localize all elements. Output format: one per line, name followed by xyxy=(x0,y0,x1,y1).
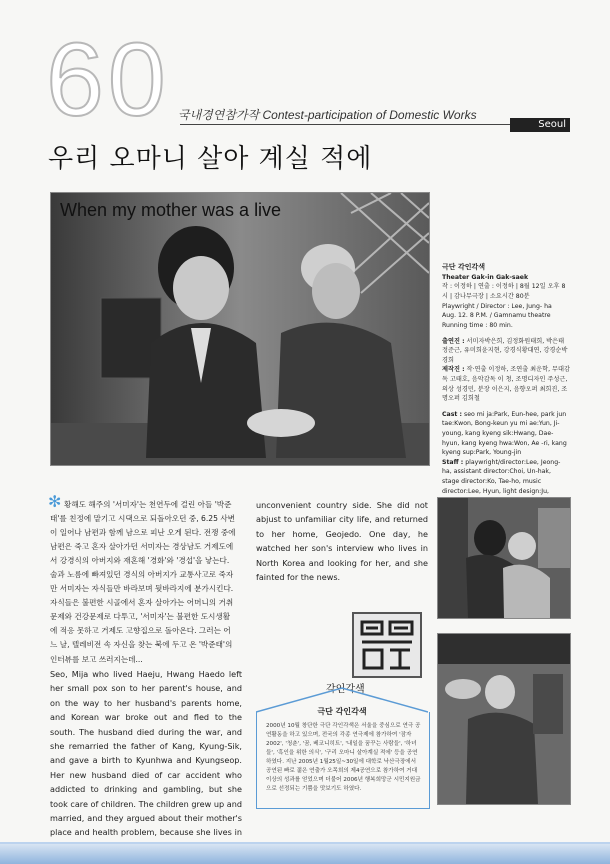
running-time: Running time : 80 min. xyxy=(442,321,513,329)
troupe-name-en: Theater Gak-in Gak-saek xyxy=(442,273,529,281)
staff-en-label: Staff : xyxy=(442,458,464,466)
troupe-logo xyxy=(352,612,422,678)
logo-label: 각인각색 xyxy=(326,684,365,695)
page-number: 60 xyxy=(46,22,170,138)
synopsis-en-part2: unconvenient country side. She did not abjust to unfamiliar city life, and returned to her home, Geojedo. One day, he watched her son's interview who lives in North Korea and looking for her, and she fainted for the news. xyxy=(256,500,428,583)
asterisk-icon: ✻ xyxy=(48,492,62,511)
staff-en: playwright/director:Lee, Jeong-ha, assistant director:Choi, Un-hak, stage director:Ko, Tae-ho, music director:Lee, Hyun, light design:Ju, xyxy=(442,458,561,495)
staff-kr-label: 제작진 : xyxy=(442,366,465,374)
credits-kr: 작 : 이정하 | 연출 : 이정하 | 8월 12일 오후 8시 | 감나무극장 | 소요시간 80분 xyxy=(442,283,566,301)
troupe-name-kr: 극단 각인각색 xyxy=(442,263,486,271)
troupe-profile-text: 2000년 10월 창단한 극단 각인각색은 서울을 중심으로 연극 공연활동을 하고 있으며, 전국의 각종 연극제에 참가하여 '잠자 2002', '청춘', '꿈, 베코니히트', '내일을 꿈꾸는 사람들', '하녀들', '흑인을 위한 의식', '구리 오마니 살아계실 적에' 등을 공연하였다. 지난 2005년 1월25일~30일에 대학로 낙산극장에서 공연된 빠로 젊은 연출가 오목희의 제4공연으로 참가하여 거대이상의 성과를 얻었으며 더불어 2006년 행복희망군 시민지원금으로 선정되는 기쁨을 맛보기도 하였다. xyxy=(266,723,421,792)
cast-en-label: Cast : xyxy=(442,410,462,418)
staff-kr: 작·연출 이정하, 조연출 최운학, 무대감독 고태호, 음악감독 이 청, 조명디자인 주성근, 의상 성경민, 분장 이은지, 음향오퍼 최희진, 조명오퍼 김희철 xyxy=(442,366,570,403)
subtitle-kr: 국내경연참가작 xyxy=(178,108,260,122)
synopsis-kr-text: 황해도 해주의 '서미자'는 천연두에 걸린 아들 '박준태'를 친정에 맡기고 시댁으로 되돌아오던 중, 6.25 사변이 일어나 남편과 함께 남으로 피난 오게 된다. 전쟁 중에 남편은 죽고 혼자 살아가던 서미자는 경상남도 거제도에서 강경식의 아버지와 재혼해 '경화'와 '경섭'을 낳는다. 술과 노름에 빠져있던 경식의 아버지가 교통사고로 죽자만 서미자는 자식들만 바라보며 뒷바라지에 분가시킨다. 자식들은 불편한 시골에서 혼자 살아가는 어머니의 거취문제와 건강문제로 다투고, '서미자'는 불편한 도시생활에 적응 못하고 거제도 고향집으로 돌아온다. 그러는 어느 날, 텔레비전 속 자신을 찾는 북에 두고 온 '박준태'의 인터뷰를 보고 쓰러지는데... xyxy=(50,500,236,664)
date-venue: Aug. 12. 8 P.M. / Gamnamu theatre xyxy=(442,312,551,320)
region-tag: Seoul xyxy=(510,118,570,132)
cast-kr: 서미자박은희, 김정화원태희, 박은태정준근, 유미희윤지현, 강경식황대연, 강경순박경희 xyxy=(442,337,568,364)
footer-line xyxy=(0,842,610,844)
stage-photo-illustration xyxy=(51,193,429,465)
synopsis-kr xyxy=(50,498,236,667)
production-info xyxy=(442,262,570,531)
subtitle-en: Contest-participation of Domestic Works xyxy=(262,108,477,122)
troupe-logo-graphic xyxy=(354,614,420,676)
scene-photo-1 xyxy=(437,497,571,619)
main-photo xyxy=(50,192,430,466)
section-subtitle xyxy=(178,106,477,123)
scene-photo-2-illustration xyxy=(438,634,570,804)
scene-photo-2 xyxy=(437,633,571,805)
synopsis-en-part1: Seo, Mija who lived Haeju, Hwang Haedo left her small pox son to her parent's house, and on the way to her husband's parents home, and Korean war broke out and fled to the south. The husband died during the war, and she remarried the father of Kang, Kyung-Sik, and gave a birth to Kyunhwa and Kyungseop. Her new husband died of car accident who addicted to drinking and gambling, but she took care of children. The children grew up and married, and they argued about their mother's place and health problem, because she lives in xyxy=(50,669,242,838)
scene-photo-1-illustration xyxy=(438,498,570,618)
cast-en: seo mi ja:Park, Eun-hee, park jun tae:Kwon, Bong-keun yu mi ae:Yun, Ji-young, kang kyeng sik:Hwang, Dae-hyun, kang kyeng hwa:Won, Ae -ri, kang kyeng sup:Park, Young-jin xyxy=(442,410,567,457)
footer-band xyxy=(0,842,610,864)
playwright: Playwright / Director : Lee, Jung- ha xyxy=(442,302,552,310)
play-title: 우리 오마니 살아 계실 적에 xyxy=(48,144,373,174)
cast-kr-label: 출연진 : xyxy=(442,337,465,345)
photo-caption: When my mother was a live xyxy=(60,200,282,220)
troupe-profile-title: 극단 각인각색 xyxy=(317,707,367,716)
